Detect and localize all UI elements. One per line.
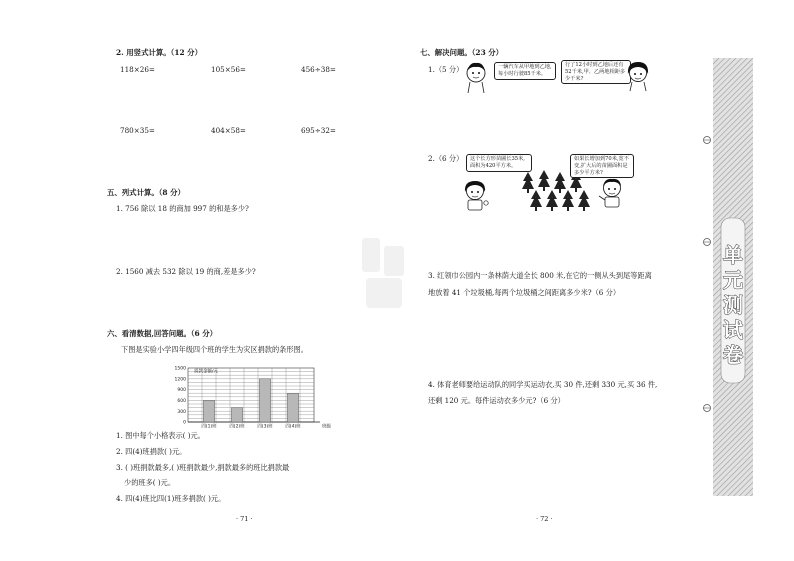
chart-x-tick-label: 四(4)班 (285, 424, 301, 430)
binding-hole-icon (701, 402, 713, 414)
problem-3-line-1: 3. 红领巾公园内一条林荫大道全长 800 米,在它的一侧从头到尾等距离 (428, 271, 652, 280)
problem-2-label: 2.（6 分） (428, 154, 464, 163)
calc-item-6: 695÷32= (301, 126, 336, 135)
problem-2-bubble-right: 如果长增加到70米,宽不变,扩大后的苗圃面积是多少平方米? (570, 154, 634, 178)
problem-3-line-2: 地放着 41 个垃圾桶,每两个垃圾桶之间距离多少米?（6 分） (428, 288, 621, 297)
chart-y-tick-label: 1200 (174, 377, 186, 383)
expression-question-1: 1. 756 除以 18 的商加 997 的和是多少? (116, 204, 249, 213)
watermark-icon (354, 232, 414, 322)
chart-x-tick-label: 四(2)班 (229, 424, 245, 430)
student-boy-icon (462, 60, 492, 94)
chart-bar (259, 379, 270, 422)
side-title-char-2: 元 (723, 268, 743, 292)
chart-y-axis-label: 捐款金额/元 (194, 369, 219, 375)
bar-chart (168, 362, 331, 434)
chart-bar (287, 393, 298, 422)
page-number-right: · 72 · (536, 515, 553, 523)
chart-bar (203, 400, 214, 422)
chart-y-tick-label: 600 (177, 399, 186, 404)
problem-1-bubble-right: 行了12小时到乙地后还有52千米,甲、乙两地相距多少千米? (561, 60, 631, 84)
data-heading: 六、看清数据,回答问题。（6 分） (107, 329, 218, 338)
page-number-left: · 71 · (236, 515, 253, 523)
chart-y-tick-label: 900 (177, 388, 186, 394)
side-title-char-3: 测 (723, 293, 743, 317)
boy-pointing-icon (597, 176, 627, 212)
expression-question-2: 2. 1560 减去 532 除以 19 的商,差是多少? (116, 267, 256, 276)
problem-4-line-1: 4. 体育老师要给运动队的同学买运动衣,买 30 件,还剩 330 元,买 36 件, (428, 380, 658, 389)
student-girl-icon (625, 60, 651, 92)
calc-item-2: 105×56= (211, 65, 246, 74)
calc-item-4: 780×35= (120, 126, 155, 135)
problem-1-label: 1.（5 分） (428, 65, 464, 74)
chart-y-tick-label: 1500 (174, 366, 186, 372)
chart-x-tick-label: 四(1)班 (201, 424, 217, 430)
problem-1-bubble-left: 一辆汽车从甲地到乙地,每小时行驶85千米。 (494, 62, 556, 80)
problem-4-line-2: 还剩 120 元。每件运动衣多少元?（6 分） (428, 396, 565, 405)
side-title-char-5: 卷 (723, 343, 743, 367)
problem-2-bubble-left: 这个长方形苗圃长35米,面积为420平方米。 (466, 154, 532, 172)
side-title-char-4: 试 (723, 318, 743, 342)
binding-hole-icon (701, 134, 713, 146)
calc-heading: 2. 用竖式计算。（12 分） (116, 48, 202, 57)
data-question-1: 1. 图中每个小格表示( )元。 (116, 431, 205, 440)
side-title-char-1: 单 (723, 243, 743, 267)
chart-x-tick-label: 四(3)班 (257, 424, 273, 430)
expression-heading: 五、列式计算。（8 分） (107, 188, 185, 197)
chart-x-axis-label: 班级 (322, 424, 331, 430)
binding-hole-icon (701, 236, 713, 248)
calc-item-1: 118×26= (120, 65, 155, 74)
chart-bar (231, 408, 242, 422)
problems-heading: 七、解决问题。（23 分） (420, 48, 504, 57)
data-question-3a: 3. ( )班捐款最多,( )班捐款最少,捐款最多的班比捐款最 (116, 463, 290, 472)
girl-with-flowers-icon (461, 179, 491, 215)
calc-item-3: 456÷38= (301, 65, 336, 74)
calc-item-5: 404×58= (211, 126, 246, 135)
data-intro: 下图是实验小学四年级四个班的学生为灾区捐款的条形图。 (121, 345, 308, 354)
data-question-2: 2. 四(4)班捐款( )元。 (116, 447, 187, 456)
chart-y-tick-label: 300 (177, 409, 186, 415)
data-question-3b: 少的班多( )元。 (124, 478, 176, 487)
data-question-4: 4. 四(4)班比四(1)班多捐款( )元。 (116, 494, 226, 503)
chart-y-tick-label: 0 (183, 420, 186, 426)
